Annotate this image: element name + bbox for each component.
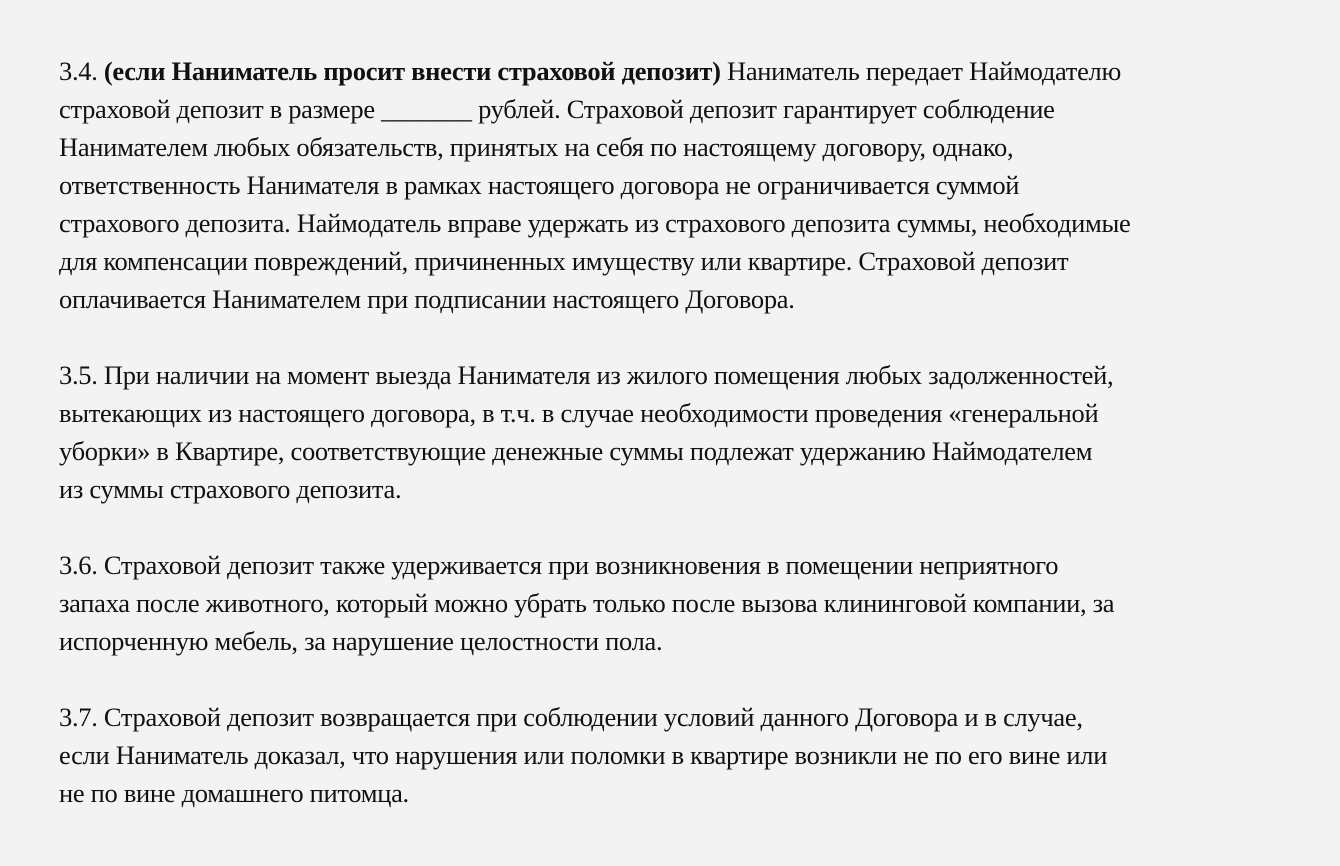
clause-text: При наличии на момент выезда Нанимателя из жилого помещения любых задолженностей, <box>103 360 1114 390</box>
clause-text: Страховой депозит возвращается при соблюдении условий данного Договора и в случае, <box>103 702 1083 732</box>
clause-line <box>59 698 1329 736</box>
clause-3-7 <box>59 698 1329 812</box>
clause-number: 3.5. <box>59 360 98 390</box>
clause-number: 3.7. <box>59 702 98 732</box>
clause-line: вытекающих из настоящего договора, в т.ч. в случае необходимости проведения «генеральной <box>59 398 1099 428</box>
clause-line: если Наниматель доказал, что нарушения или поломки в квартире возникли не по его вине или <box>59 740 1108 770</box>
clause-line: для компенсации повреждений, причиненных имуществу или квартире. Страховой депозит <box>59 246 1069 276</box>
clause-line <box>59 546 1329 584</box>
clause-text: Наниматель передает Наймодателю <box>726 56 1121 86</box>
clause-line: Нанимателем любых обязательств, принятых на себя по настоящему договору, однако, <box>59 132 1014 162</box>
clause-line: запаха после животного, который можно убрать только после вызова клининговой компании, за <box>59 588 1115 618</box>
clause-3-6 <box>59 546 1329 660</box>
clause-condition: (если Наниматель просит внести страховой депозит) <box>103 56 721 86</box>
clause-line: страховой депозит в размере _______ рублей. Страховой депозит гарантирует соблюдение <box>59 94 1055 124</box>
clause-line: из суммы страхового депозита. <box>59 474 402 504</box>
clause-line <box>59 356 1329 394</box>
clause-line: страхового депозита. Наймодатель вправе удержать из страхового депозита суммы, необходимые <box>59 208 1131 238</box>
clause-text: Страховой депозит также удерживается при возникновения в помещении неприятного <box>103 550 1059 580</box>
clause-number: 3.6. <box>59 550 98 580</box>
clause-line: оплачивается Нанимателем при подписании настоящего Договора. <box>59 284 795 314</box>
clause-line: испорченную мебель, за нарушение целостности пола. <box>59 626 663 656</box>
contract-document <box>59 52 1329 850</box>
clause-line: ответственность Нанимателя в рамках настоящего договора не ограничивается суммой <box>59 170 1020 200</box>
clause-number: 3.4. <box>59 56 98 86</box>
clause-3-4 <box>59 52 1329 318</box>
clause-line <box>59 52 1329 90</box>
clause-3-5 <box>59 356 1329 508</box>
clause-line: не по вине домашнего питомца. <box>59 778 409 808</box>
clause-line: уборки» в Квартире, соответствующие денежные суммы подлежат удержанию Наймодателем <box>59 436 1093 466</box>
